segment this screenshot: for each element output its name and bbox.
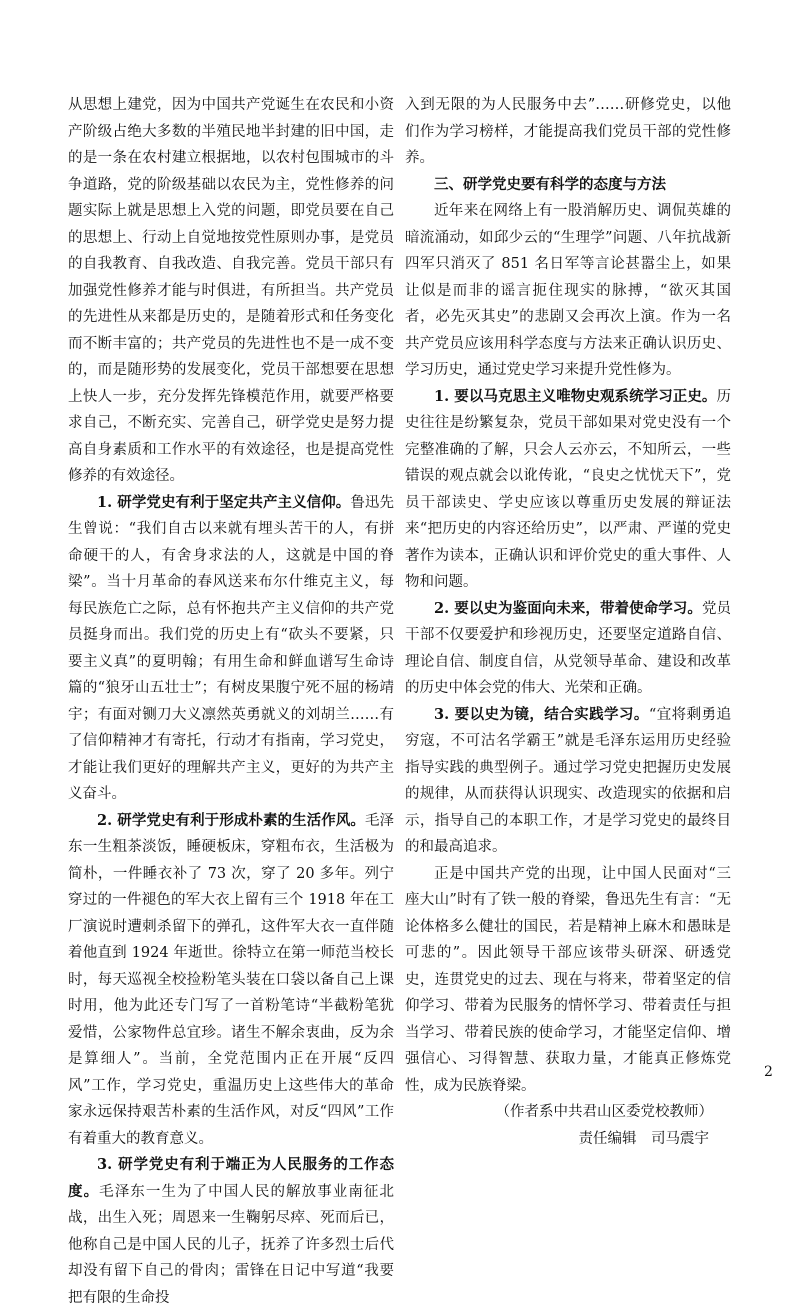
paragraph-body: “宜将剩勇追穷寇，不可沽名学霸王”就是毛泽东运用历史经验指导实践的典型例子。通过学习党史把握历史发展的规律，从而获得认识现实、改造现实的依据和启示，指导自己的本职工作，才是学习党史的最终目的和最高追求。 [405, 706, 731, 855]
paragraph: 近年来在网络上有一股消解历史、调侃英雄的暗流涌动，如邱少云的“生理学”问题、八年抗战新四军只消灭了 851 名日军等言论甚嚣尘上，如果让似是而非的谣言扼住现实的脉搏，“欲灭其国者，必先灭其史”的悲剧又会再次上演。作为一名共产党员应该用科学态度与方法来正确认识历史、学习历史，通过党史学习来提升党性修为。 [405, 203, 731, 378]
page-number: 2 [764, 1064, 773, 1080]
right-column [405, 92, 731, 1152]
paragraph-body: 党员干部不仅要爱护和珍视历史，还要坚定道路自信、理论自信、制度自信，从党领导革命、建设和改革的历史中体会党的伟大、光荣和正确。 [405, 600, 732, 696]
paragraph [405, 702, 731, 861]
paragraph-body: 鲁迅先生曾说：“我们自古以来就有埋头苦干的人，有拼命硬干的人，有舍身求法的人，这就是中国的脊梁”。当十月革命的春风送来布尔什维克主义，每每民族危亡之际，总有怀抱共产主义信仰的共产党员挺身而出。我们党的历史上有“砍头不要紧，只要主义真”的夏明翰；有用生命和鲜血谱写生命诗篇的“狼牙山五壮士”；有树皮果腹宁死不屈的杨靖宇；有面对铡刀大义凛然英勇就义的刘胡兰……有了信仰精神才有寄托，行动才有指南，学习党史，才能让我们更好的理解共产主义，更好的为共产主义奋斗。 [68, 494, 394, 802]
section-heading: 三、研学党史要有科学的态度与方法 [434, 176, 666, 193]
paragraph: 从思想上建党，因为中国共产党诞生在农民和小资产阶级占绝大多数的半殖民地半封建的旧中国，走的是一条在农村建立根据地，以农村包围城市的斗争道路，党的阶级基础以农民为主，党性修养的问题实际上就是思想上入党的问题，即党员要在自己的思想上、行动上自觉地按党性原则办事，是党员的自我教育、自我改造、自我完善。党员干部只有加强党性修养才能与时俱进，有所担当。共产党员的先进性从来都是历史的，是随着形式和任务变化而不断丰富的；共产党员的先进性也不是一成不变的，而是随形势的发展变化，党员干部想要在思想上快人一步，充分发挥先锋模范作用，就要严格要求自己，不断充实、完善自己，研学党史是努力提高自身素质和工作水平的有效途径，也是提高党性修养的有效途径。 [68, 97, 394, 484]
paragraph [68, 808, 394, 1153]
left-column [68, 92, 394, 1311]
section-lead: 2. 研学党史有利于形成朴素的生活作风。 [97, 811, 365, 829]
paragraph-body: 毛泽东一生为了中国人民的解放事业南征北战，出生入死；周恩来一生鞠躬尽瘁、死而后已，他称自己是中国人民的儿子，抚养了许多烈士后代却没有留下自己的骨肉；雷锋在日记中写道“我要把有限的生命投 [68, 1183, 395, 1306]
paragraph [68, 1152, 394, 1311]
paragraph-body: 毛泽东一生粗茶淡饭，睡硬板床，穿粗布衣，生活极为简朴，一件睡衣补了 73 次，穿了 20 多年。列宁穿过的一件褪色的军大衣上留有三个 1918 年在工厂演说时遭刺杀留下的弹孔，这件军大衣一直伴随着他直到 1924 年逝世。徐特立在第一师范当校长时，每天巡视全校捡粉笔头装在口袋以备自己上课时用，他为此还专门写了一首粉笔诗“半截粉笔犹爱惜，公家物件总宜珍。诸生不解余衷曲，反为余是算细人”。当前，全党范围内正在开展“反四风”工作，学习党史，重温历史上这些伟大的革命家永远保持艰苦朴素的生活作风，对反“四风”工作有着重大的教育意义。 [68, 812, 395, 1147]
paragraph: 正是中国共产党的出现，让中国人民面对“三座大山”时有了铁一般的脊梁，鲁迅先生有言：“无论体格多么健壮的国民，若是精神上麻木和愚昧是可悲的”。因此领导干部应该带头研深、研透党史，连贯党史的过去、现在与将来，带着坚定的信仰学习、带着为民服务的情怀学习、带着责任与担当学习、带着民族的使命学习，才能坚定信仰、增强信心、习得智慧、获取力量，才能真正修炼党性，成为民族脊梁。 [405, 865, 731, 1094]
paragraph [405, 596, 731, 702]
section-lead: 2. 要以史为鉴面向未来，带着使命学习。 [434, 599, 702, 617]
paragraph-body: 历史往往是纷繁复杂，党员干部如果对党史没有一个完整准确的了解，只会人云亦云，不知所云，一些错误的观点就会以讹传讹，“良史之忧忧天下”，党员干部读史、学史应该以尊重历史发展的辩证法来“把历史的内容还给历史”，以严肃、严谨的党史著作为读本，正确认识和评价党史的重大事件、人物和问题。 [405, 388, 731, 590]
paragraph [405, 384, 731, 596]
paragraph: 入到无限的为人民服务中去”……研修党史，以他们作为学习榜样，才能提高我们党员干部的党性修养。 [405, 97, 731, 166]
section-lead: 1. 要以马克思主义唯物史观系统学习正史。 [434, 387, 717, 405]
author-byline: （作者系中共君山区委党校教师） [495, 1104, 713, 1120]
editor-credit: 责任编辑 司马震宇 [578, 1130, 709, 1147]
section-lead: 3. 研学党史有利于端正为人民服务的工作态度。 [68, 1156, 394, 1200]
section-lead: 3. 要以史为镜，结合实践学习。 [434, 705, 649, 723]
paragraph [68, 490, 394, 808]
section-lead: 1. 研学党史有利于坚定共产主义信仰。 [97, 493, 351, 511]
